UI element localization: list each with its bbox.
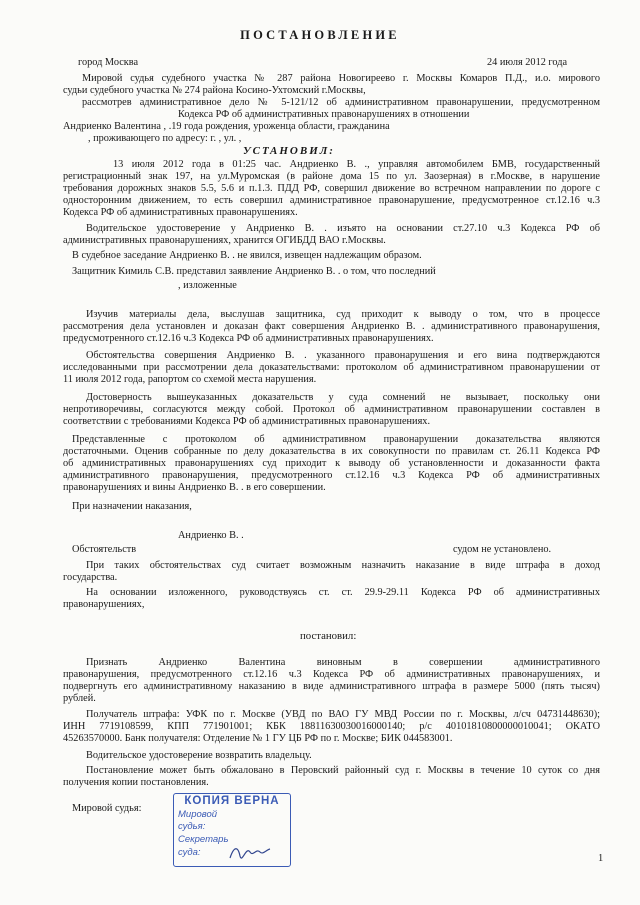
text-line: рублей. bbox=[63, 693, 96, 704]
text-line: Водительское удостоверение у Андриенко В. . изъято на основании ст.27.10 ч.3 Кодекса РФ об bbox=[86, 223, 600, 234]
text-line: Получатель штрафа: УФК по г. Москве (УВД по ВАО ГУ МВД России по г. Москвы, л/сч 04731448630); bbox=[86, 709, 600, 720]
text-line: Признать Андриенко Валентина виновным в совершении административного bbox=[86, 657, 600, 668]
text-line: рассмотрения дела установлен и доказан факт совершения Андриенко В. . административного правонарушения, bbox=[63, 321, 600, 332]
document-title: ПОСТАНОВЛЕНИЕ bbox=[240, 28, 400, 42]
city: город Москва bbox=[78, 57, 139, 68]
text-line: рассмотрев административное дело № 5-121/12 об административном правонарушении, предусмотренном bbox=[82, 97, 600, 108]
stamp-heading: КОПИЯ ВЕРНА bbox=[184, 795, 280, 807]
text-line: предусмотренного ст.12.16 ч.3 Кодекса РФ об административных правонарушениях. bbox=[63, 333, 434, 344]
text-line: 13 июля 2012 года в 01:25 час. Андриенко В. ., управляя автомобилем БМВ, государственный bbox=[113, 159, 600, 170]
text-line: На основании изложенного, руководствуясь ст. ст. 29.9-29.11 Кодекса РФ об административных bbox=[86, 587, 600, 598]
text-line: Водительское удостоверение возвратить владельцу. bbox=[86, 750, 312, 761]
stamp-line: Мировой bbox=[178, 809, 218, 820]
signature-label: Мировой судья: bbox=[72, 803, 142, 814]
text-line: достаточными. Оценив собранные по делу доказательства в их совокупности по правилам ст. 26.11 Кодекса РФ bbox=[63, 446, 600, 457]
text-line: Представленные с протоколом об административном правонарушении доказательства являются bbox=[72, 434, 600, 445]
text-line: Достоверность вышеуказанных доказательств у суда сомнений не вызывает, поскольку они bbox=[86, 392, 600, 403]
text-line: Изучив материалы дела, выслушав защитника, суд приходит к выводу о том, что в процессе bbox=[86, 309, 600, 320]
text-line: непротиворечивы, согласуются между собой. Протокол об административном правонарушении составлен в bbox=[63, 404, 600, 415]
text-line: Обстоятельств bbox=[72, 544, 137, 555]
resolution-heading: постановил: bbox=[300, 630, 357, 642]
date: 24 июля 2012 года bbox=[487, 57, 568, 68]
text-line: односторонним движением, то есть совершил административное правонарушение, предусмотренное ст.12.16 ч.3 bbox=[63, 195, 600, 206]
text-line: Обстоятельства совершения Андриенко В. . указанного правонарушения и его вина подтверждаются bbox=[86, 350, 600, 361]
text-line: Постановление может быть обжаловано в Перовский районный суд г. Москвы в течение 10 суток со дня bbox=[86, 765, 600, 776]
text-line: В судебное заседание Андриенко В. . не явился, извещен надлежащим образом. bbox=[72, 250, 422, 261]
text-line: судом не установлено. bbox=[453, 544, 552, 555]
text-line: государства. bbox=[63, 572, 118, 583]
text-line: , изложенные bbox=[178, 280, 237, 291]
text-line: При назначении наказания, bbox=[72, 501, 192, 512]
text-line: административного правонарушения, предусмотренного ст.12.16 ч.3 Кодекса РФ об административных bbox=[63, 470, 600, 481]
text-line: Кодекса РФ об административных правонарушениях в отношении bbox=[178, 109, 470, 120]
text-line: Кодекса РФ об административных правонарушениях. bbox=[63, 207, 298, 218]
text-line: об административных правонарушениях суд приходит к выводу об установленности и доказанности факта bbox=[63, 458, 600, 469]
text-line: 11 июля 2012 года, рапортом со схемой места нарушения. bbox=[63, 374, 317, 385]
text-line: правонарушения, предусмотренного ст.12.16 ч.3 Кодекса РФ об административных правонарушениях, и bbox=[63, 669, 600, 680]
text-line: правонарушениях и вины Андриенко В. . в его совершении. bbox=[63, 482, 326, 493]
stamp-line: суда: bbox=[178, 847, 201, 858]
text-line: правонарушениях, bbox=[63, 599, 145, 610]
text-line: Андриенко Валентина , .19 года рождения, уроженца области, гражданина bbox=[63, 121, 390, 132]
handwritten-signature bbox=[228, 840, 272, 864]
text-line: ИНН 7719108599, КПП 771901001; КБК 18811630030016000140; р/с 40101810800000010041; ОКАТО bbox=[63, 721, 600, 732]
text-line: Мировой судья судебного участка № 287 района Новогиреево г. Москвы Комаров П.Д., и.о. мирового bbox=[82, 73, 600, 84]
text-line: соответствии с требованиями Кодекса РФ об административных правонарушениях. bbox=[63, 416, 431, 427]
text-line: регистрационный знак 197, на ул.Муромская (в районе дома 15 по ул. Заозерная) в г.Москве, в нарушение bbox=[63, 171, 600, 182]
text-line: административных правонарушениях, хранится ОГИБДД ВАО г.Москвы. bbox=[63, 235, 386, 246]
text-line: судьи судебного участка № 274 района Косино-Ухтомский г.Москвы, bbox=[63, 85, 366, 96]
text-line: , проживающего по адресу: г. , ул. , bbox=[88, 133, 242, 144]
text-line: 45263570000. Банк получателя: Отделение № 1 ГУ ЦБ РФ по г. Москве; БИК 044583001. bbox=[63, 733, 453, 744]
text-line: требования дорожных знаков 5.5, 5.6 и п.1.3. ПДД РФ, совершил движение во встречном направлении по дороге с bbox=[63, 183, 600, 194]
text-line: получения копии постановления. bbox=[63, 777, 209, 788]
text-line: исследованными при рассмотрении дела доказательствами: протоколом об административном правонарушении от bbox=[63, 362, 600, 373]
text-line: Защитник Кимиль С.В. представил заявление Андриенко В. . о том, что последний bbox=[72, 266, 436, 277]
section-heading: УСТАНОВИЛ: bbox=[243, 145, 335, 157]
stamp-line: судья: bbox=[178, 821, 206, 832]
stamp-line: Секретарь bbox=[178, 834, 229, 845]
text-line: подвергнуть его административному наказанию в виде административного штрафа в размере 5000 (пять тысяч) bbox=[63, 681, 600, 692]
text-line: Андриенко В. . bbox=[178, 530, 244, 541]
text-line: При таких обстоятельствах суд считает возможным назначить наказание в виде штрафа в доход bbox=[86, 560, 600, 571]
page-number: 1 bbox=[598, 853, 604, 864]
